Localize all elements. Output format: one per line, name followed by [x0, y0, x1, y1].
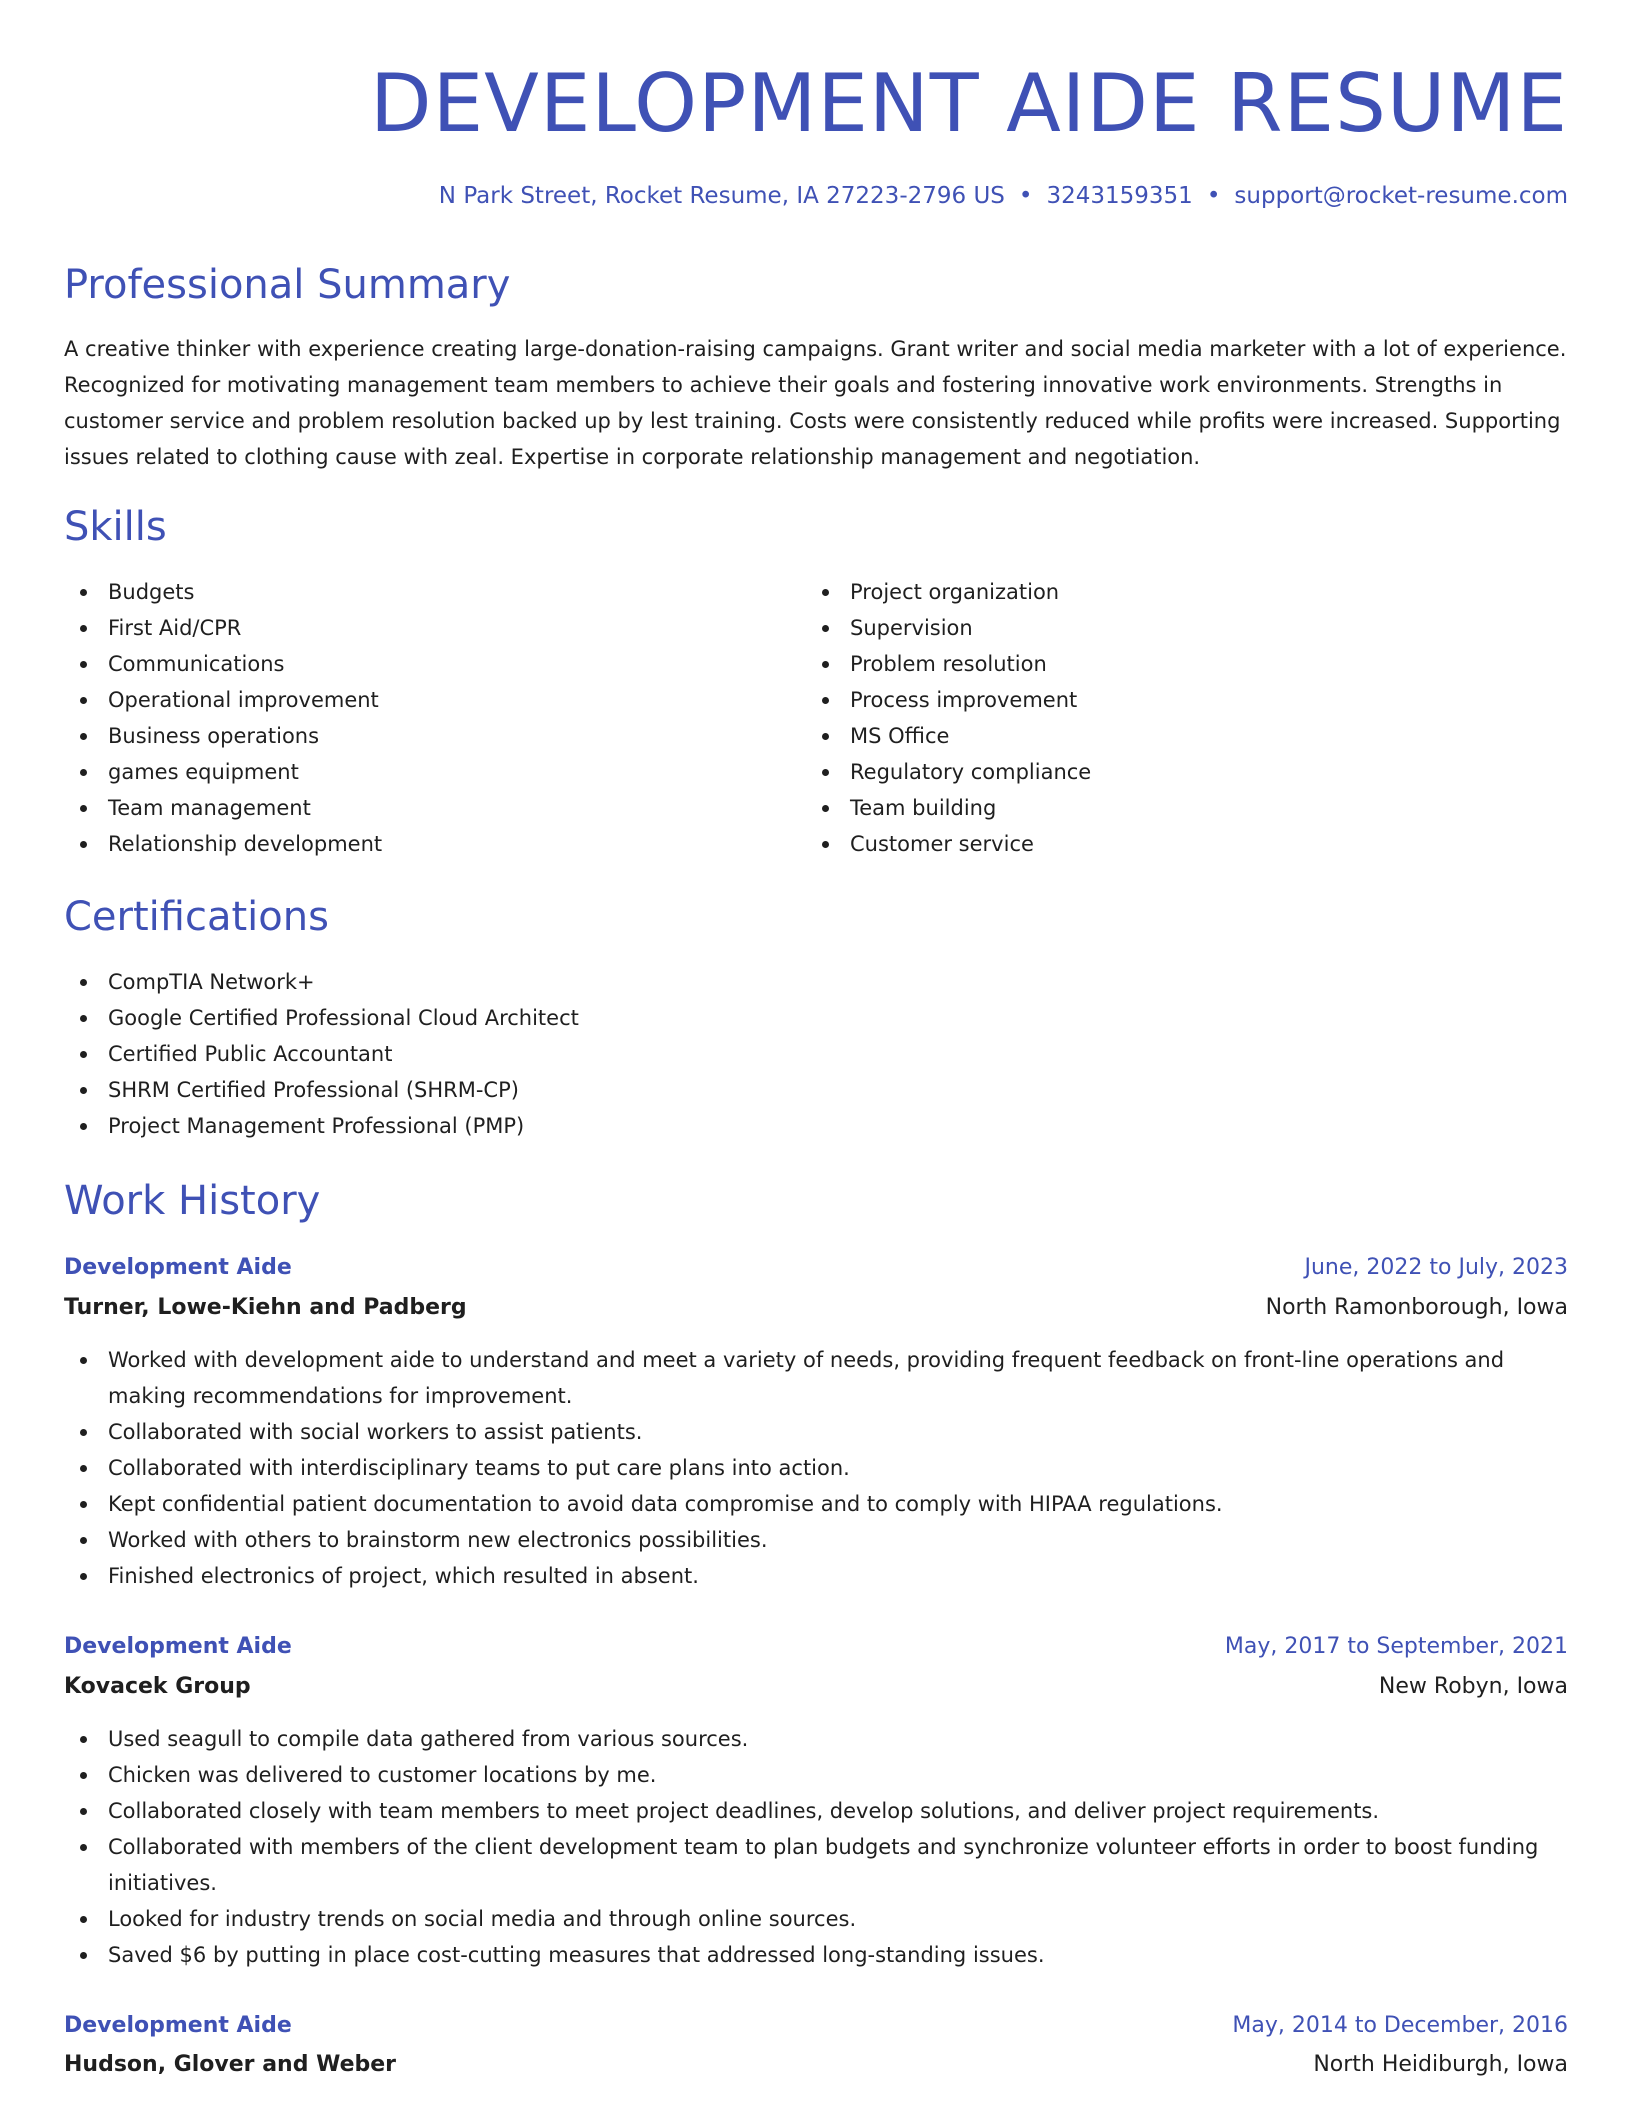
skill-item: First Aid/CPR	[64, 610, 764, 646]
contact-line	[439, 180, 1568, 212]
contact-separator: •	[1018, 183, 1033, 209]
certifications-list	[64, 964, 1064, 1144]
job-bullet: Collaborated with members of the client development team to plan budgets and synchronize volunteer efforts in order to boost funding initiatives.	[64, 1829, 1568, 1901]
job-dates: May, 2017 to September, 2021	[1224, 1634, 1568, 1659]
skill-item: Team building	[806, 790, 1506, 826]
job-header	[64, 1251, 1568, 1285]
job-employer	[64, 1291, 1568, 1325]
job-title: Development Aide	[64, 2013, 292, 2038]
skill-item: Customer service	[806, 826, 1506, 862]
job-location: North Ramonborough, Iowa	[1265, 1295, 1568, 1320]
work-history-heading: Work History	[64, 1178, 321, 1224]
job-bullets	[64, 1721, 1568, 1973]
skill-item: Project organization	[806, 574, 1506, 610]
skill-item: Problem resolution	[806, 646, 1506, 682]
skill-item: Supervision	[806, 610, 1506, 646]
job-title: Development Aide	[64, 1255, 292, 1280]
job-company: Hudson, Glover and Weber	[64, 2052, 397, 2077]
skill-item: Team management	[64, 790, 764, 826]
contact-phone: 3243159351	[1046, 183, 1193, 209]
job-bullet: Finished electronics of project, which resulted in absent.	[64, 1558, 1568, 1594]
job-title: Development Aide	[64, 1634, 292, 1659]
skill-item: Business operations	[64, 718, 764, 754]
job-company: Turner, Lowe-Kiehn and Padberg	[64, 1295, 467, 1320]
job-dates: June, 2022 to July, 2023	[1304, 1255, 1568, 1280]
certification-item: SHRM Certified Professional (SHRM-CP)	[64, 1072, 1064, 1108]
summary-heading: Professional Summary	[64, 262, 511, 308]
job-bullet: Collaborated closely with team members to meet project deadlines, develop solutions, and deliver project requirements.	[64, 1793, 1568, 1829]
resume-title: DEVELOPMENT AIDE RESUME	[370, 57, 1568, 150]
job-bullet: Worked with others to brainstorm new electronics possibilities.	[64, 1522, 1568, 1558]
contact-separator: •	[1206, 183, 1221, 209]
contact-email: support@rocket-resume.com	[1234, 183, 1568, 209]
skill-item: Process improvement	[806, 682, 1506, 718]
job-company: Kovacek Group	[64, 1674, 251, 1699]
certification-item: CompTIA Network+	[64, 964, 1064, 1000]
skill-item: MS Office	[806, 718, 1506, 754]
job-bullets	[64, 1342, 1568, 1594]
certifications-heading: Certifications	[64, 894, 329, 940]
job-bullet: Kept confidential patient documentation to avoid data compromise and to comply with HIPAA regulations.	[64, 1486, 1568, 1522]
skill-item: Operational improvement	[64, 682, 764, 718]
skill-item: Regulatory compliance	[806, 754, 1506, 790]
job-bullet: Collaborated with interdisciplinary teams to put care plans into action.	[64, 1450, 1568, 1486]
job-bullet: Saved $6 by putting in place cost-cutting measures that addressed long-standing issues.	[64, 1937, 1568, 1973]
job-employer	[64, 2048, 1568, 2082]
job-bullet: Chicken was delivered to customer locations by me.	[64, 1757, 1568, 1793]
job-dates: May, 2014 to December, 2016	[1232, 2013, 1568, 2038]
job-employer	[64, 1670, 1568, 1704]
job-bullet: Collaborated with social workers to assist patients.	[64, 1414, 1568, 1450]
job-bullet: Looked for industry trends on social media and through online sources.	[64, 1901, 1568, 1937]
certification-item: Google Certified Professional Cloud Architect	[64, 1000, 1064, 1036]
skills-list-right	[806, 574, 1506, 862]
skills-list-left	[64, 574, 764, 862]
skills-heading: Skills	[64, 504, 167, 550]
job-bullet: Used seagull to compile data gathered from various sources.	[64, 1721, 1568, 1757]
job-location: New Robyn, Iowa	[1378, 1674, 1568, 1699]
job-bullet: Worked with development aide to understand and meet a variety of needs, providing frequent feedback on front-line operations and making recommendations for improvement.	[64, 1342, 1568, 1414]
summary-text: A creative thinker with experience creating large-donation-raising campaigns. Grant writer and social media marketer with a lot of experience. Recognized for motivating management team members to achieve their goals and fostering innovative work environments. Strengths in customer service and problem resolution backed up by lest training. Costs were consistently reduced while profits were increased. Supporting issues related to clothing cause with zeal. Expertise in corporate relationship management and negotiation.	[64, 337, 1567, 469]
contact-address: N Park Street, Rocket Resume, IA 27223-2796 US	[438, 183, 1005, 209]
certification-item: Project Management Professional (PMP)	[64, 1108, 1064, 1144]
certification-item: Certified Public Accountant	[64, 1036, 1064, 1072]
skill-item: games equipment	[64, 754, 764, 790]
skill-item: Relationship development	[64, 826, 764, 862]
skill-item: Budgets	[64, 574, 764, 610]
job-location: North Heidiburgh, Iowa	[1313, 2052, 1568, 2077]
skill-item: Communications	[64, 646, 764, 682]
job-header	[64, 2009, 1568, 2043]
job-header	[64, 1630, 1568, 1664]
